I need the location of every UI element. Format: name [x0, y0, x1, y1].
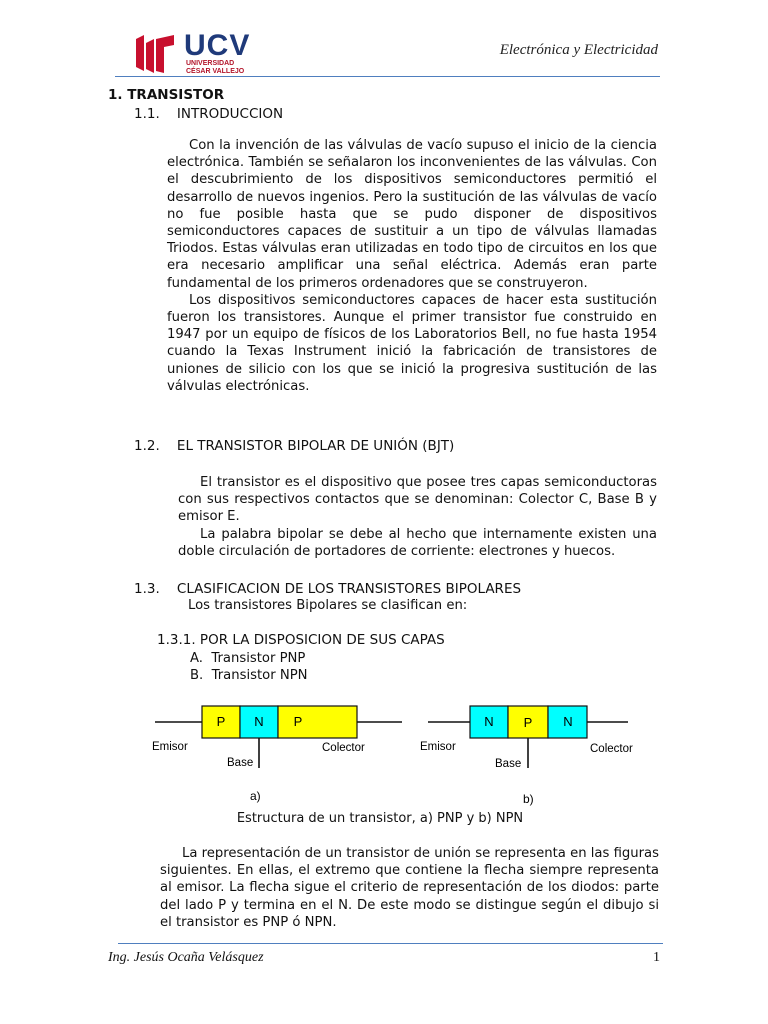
logo-subtitle-line2: CÉSAR VALLEJO: [186, 68, 245, 75]
list-item-npn: B. Transistor NPN: [190, 668, 308, 683]
header-title: Electrónica y Electricidad: [499, 42, 658, 58]
intro-paragraph-2: Los dispositivos semiconductores capaces de hacer esta sustitución fueron los transistores. Aunque el primer transistor fue construido en 1947 por un equipo de físicos de los Laboratorios Bell, no fue hasta 1954 cuando la Texas Instrument inició la fabricación de transistores de uniones de silicio con los que se inició la progresiva sustitución de las válvulas electrónicas.: [167, 292, 657, 394]
logo-subtitle: [186, 60, 244, 76]
pnp-collector-label: Colector: [322, 742, 365, 754]
university-logo-icon: [134, 33, 176, 75]
npn-base-label: Base: [495, 758, 522, 770]
bjt-paragraph-2: La palabra bipolar se debe al hecho que internamente existen una doble circulación de portadores de corriente: electrones y huecos.: [178, 526, 657, 559]
logo-subtitle-line1: UNIVERSIDAD: [186, 60, 235, 67]
transistor-structure-diagram: [140, 696, 660, 808]
npn-emitter-label: Emisor: [420, 741, 456, 753]
section-1-3-heading: 1.3. CLASIFICACION DE LOS TRANSISTORES BIPOLARES: [134, 581, 522, 597]
pnp-layer-collector: [278, 706, 357, 738]
pnp-layer-base-label: N: [254, 714, 264, 729]
section-1-2-heading: 1.2. EL TRANSISTOR BIPOLAR DE UNIÓN (BJT): [134, 438, 455, 454]
npn-layer-emitter-label: N: [484, 714, 494, 729]
pnp-layer-emitter-label: P: [216, 714, 226, 729]
footer-divider: [118, 943, 663, 944]
intro-text: [167, 137, 657, 395]
bjt-paragraph-1: El transistor es el dispositivo que posee tres capas semiconductoras con sus respectivos contactos que se denominan: Colector C, Base B y emisor E.: [178, 475, 657, 525]
pnp-emitter-label: Emisor: [152, 741, 188, 753]
representation-paragraph: La representación de un transistor de unión se representa en las figuras siguientes. En ellas, el extremo que contiene la flecha siempre representa al emisor. La flecha sigue el criterio de representación de los diodos: parte del lado P y termina en el N. De este modo se distingue según el dibujo si el transistor es PNP ó NPN.: [160, 846, 659, 930]
npn-layer-base-label: P: [523, 715, 533, 730]
pnp-figure-label: a): [250, 789, 261, 803]
section-1-3-intro: Los transistores Bipolares se clasifican en:: [188, 598, 468, 613]
footer-author: Ing. Jesús Ocaña Velásquez: [108, 950, 264, 965]
header-divider: [115, 76, 660, 77]
pnp-layer-collector-label: P: [293, 714, 303, 729]
list-item-pnp: A. Transistor PNP: [190, 651, 306, 666]
section-1-heading: 1. TRANSISTOR: [108, 87, 225, 103]
logo-text: UCV: [184, 29, 251, 62]
section-1-3-1-heading: 1.3.1. POR LA DISPOSICION DE SUS CAPAS: [157, 632, 445, 648]
npn-collector-label: Colector: [590, 743, 633, 755]
intro-paragraph-1: Con la invención de las válvulas de vacío supuso el inicio de la ciencia electrónica. También se señalaron los inconvenientes de las válvulas. Con el descubrimiento de los dispositivos semiconductores permitió el desarrollo de nuevos ingenios. Pero la sustitución de las válvulas de vacío no fue posible hasta que se pudo disponer de dispositivos semiconductores capaces de sustituir a un tipo de válvulas llamadas Triodos. Estas válvulas eran utilizadas en todo tipo de circuitos en los que era necesario amplificar una señal eléctrica. Además eran parte fundamental de los primeros ordenadores que se construyeron.: [167, 138, 657, 291]
bjt-text: [178, 474, 657, 560]
npn-figure-label: b): [523, 792, 534, 806]
section-1-1-heading: 1.1. INTRODUCCION: [134, 106, 284, 122]
page-number: 1: [653, 950, 660, 965]
npn-layer-collector-label: N: [563, 714, 573, 729]
pnp-base-label: Base: [227, 757, 254, 769]
figure-caption: Estructura de un transistor, a) PNP y b) NPN: [236, 811, 524, 826]
representation-text: [160, 845, 659, 931]
